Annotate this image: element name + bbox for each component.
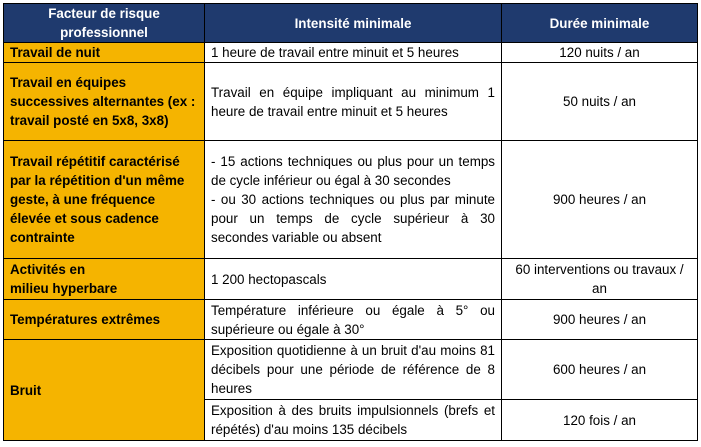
- duration-cell: 600 heures / an: [502, 340, 698, 400]
- factor-cell: Travail en équipes successives alternantes (ex : travail posté en 5x8, 3x8): [4, 63, 205, 141]
- factor-cell: Travail répétitif caractérisé par la répétition d'un même geste, à une fréquence élevée et sous cadence contrainte: [4, 141, 205, 259]
- factor-cell: Bruit: [4, 340, 205, 441]
- risk-factors-table: [3, 3, 698, 441]
- table-row: [4, 63, 698, 141]
- duration-cell: 120 fois / an: [502, 400, 698, 441]
- duration-cell: 60 interventions ou travaux / an: [502, 259, 698, 300]
- intensity-cell: Travail en équipe impliquant au minimum 1 heure de travail entre minuit et 5 heures: [205, 63, 502, 141]
- factor-cell: Températures extrêmes: [4, 300, 205, 340]
- factor-line: milieu hyperbare: [10, 281, 118, 296]
- intensity-cell: Température inférieure ou égale à 5° ou supérieure ou égale à 30°: [205, 300, 502, 340]
- duration-cell: 900 heures / an: [502, 141, 698, 259]
- factor-cell: [4, 259, 205, 300]
- table-row: [4, 43, 698, 63]
- header-factor: Facteur de risque professionnel: [4, 4, 205, 43]
- duration-cell: 900 heures / an: [502, 300, 698, 340]
- intensity-cell: 1 200 hectopascals: [205, 259, 502, 300]
- factor-cell: Travail de nuit: [4, 43, 205, 63]
- intensity-cell: Exposition quotidienne à un bruit d'au moins 81 décibels pour une période de référence de 8 heures: [205, 340, 502, 400]
- intensity-cell: 1 heure de travail entre minuit et 5 heures: [205, 43, 502, 63]
- duration-cell: 50 nuits / an: [502, 63, 698, 141]
- intensity-cell: Exposition à des bruits impulsionnels (brefs et répétés) d'au moins 135 décibels: [205, 400, 502, 441]
- table-row: [4, 300, 698, 340]
- table-row: [4, 340, 698, 400]
- table-row: [4, 259, 698, 300]
- table-row: [4, 141, 698, 259]
- duration-cell: 120 nuits / an: [502, 43, 698, 63]
- intensity-line: - ou 30 actions techniques ou plus par minute pour un temps de cycle supérieur à 30 secondes variable ou absent: [211, 192, 495, 245]
- intensity-cell: [205, 141, 502, 259]
- header-intensity: Intensité minimale: [205, 4, 502, 43]
- factor-line: Activités en: [10, 262, 86, 277]
- table-header-row: [4, 4, 698, 43]
- intensity-line: - 15 actions techniques ou plus pour un temps de cycle inférieur ou égal à 30 secondes: [211, 154, 495, 188]
- header-duration: Durée minimale: [502, 4, 698, 43]
